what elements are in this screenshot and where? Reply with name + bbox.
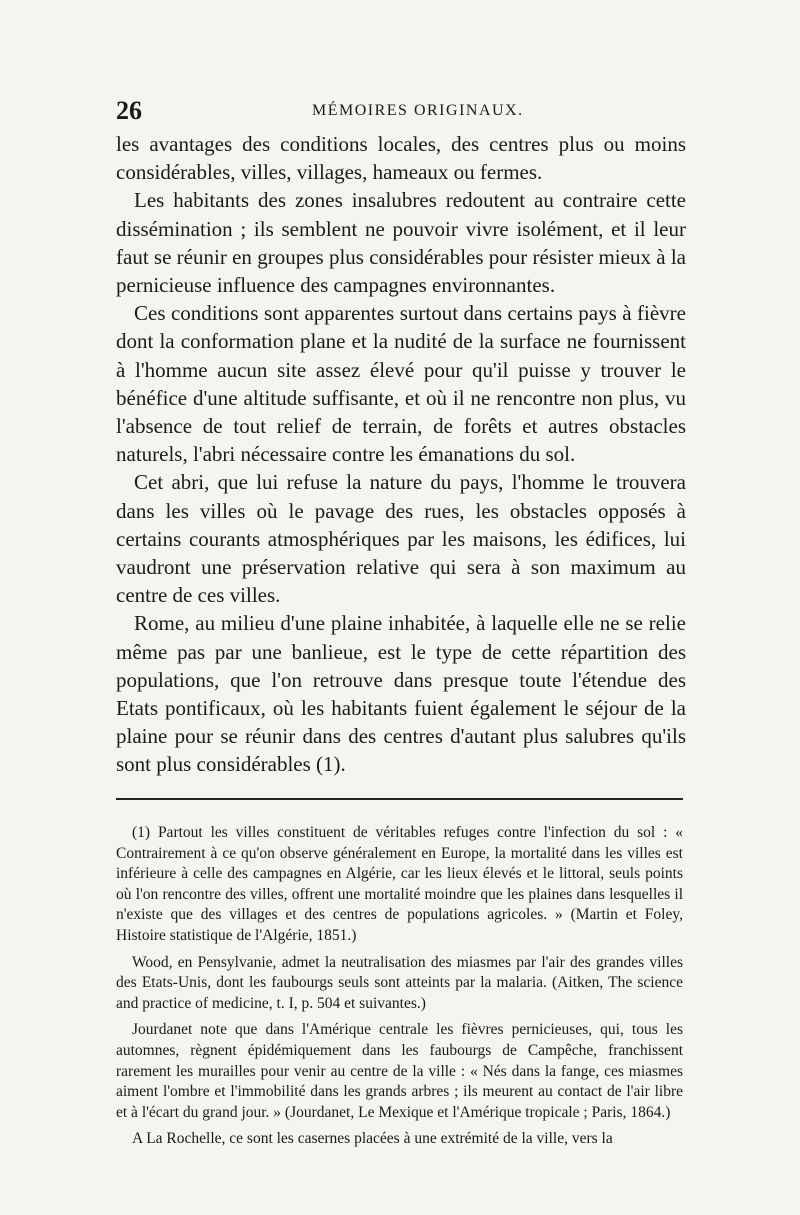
page-number: 26 xyxy=(116,96,142,125)
paragraph: Cet abri, que lui refuse la nature du pays, l'homme le trouvera dans les villes où le pavage des rues, les obstacles opposés à certains courants atmosphériques par les maisons, les édifices, lui vaudront une préservation relative qui sera à son maximum au centre de ces villes. xyxy=(116,470,686,608)
running-title: MÉMOIRES ORIGINAUX. xyxy=(312,102,524,119)
paragraph: Rome, au milieu d'une plaine inhabitée, à laquelle elle ne se relie même pas par une banlieue, est le type de cette répartition des populations, que l'on retrouve dans presque toute l'étendue des Etats pontificaux, où les habitants fuient également le séjour de la plaine pour se réunir dans des centres d'autant plus salubres qu'ils sont plus considérables (1). xyxy=(116,611,686,777)
footnote-divider xyxy=(116,798,683,800)
paragraph: Les habitants des zones insalubres redoutent au contraire cette dissémination ; ils semblent ne pouvoir vivre isolément, et il leur faut se réunir en groupes plus considérables pour résister mieux à la pernicieuse influence des campagnes environnantes. xyxy=(116,188,686,298)
footnote: (1) Partout les villes constituent de véritables refuges contre l'infection du sol : « Contrairement à ce qu'on observe généralement en Europe, la mortalité dans les villes est inférieure à celle des campagnes en Algérie, car les lieux élevés et le littoral, seuls points où l'on rencontre des villes, offrent une mortalité moindre que les plaines dans lesquelles il n'existe que des villages et des centres de populations agricoles. » (Martin et Foley, Histoire statistique de l'Algérie, 1851.) xyxy=(116,824,683,944)
paragraph: les avantages des conditions locales, des centres plus ou moins considérables, villes, villages, hameaux ou fermes. xyxy=(116,132,686,185)
footnote: Jourdanet note que dans l'Amérique centrale les fièvres pernicieuses, qui, tous les automnes, règnent épidémiquement dans les faubourgs de Campêche, franchissent rarement les murailles pour venir au centre de la ville : « Nés dans la fange, ces miasmes aiment l'ombre et l'immobilité dans les grands arbres ; ils meurent au contact de l'air libre et à l'écart du grand jour. » (Jourdanet, Le Mexique et l'Amérique tropicale ; Paris, 1864.) xyxy=(116,1021,683,1121)
paragraph: Ces conditions sont apparentes surtout dans certains pays à fièvre dont la conformation plane et la nudité de la surface ne fournissent à l'homme aucun site assez élevé pour qu'il puisse y trouver le bénéfice d'une altitude suffisante, et où il ne rencontre non plus, vu l'absence de tout relief de terrain, de forêts et autres obstacles naturels, l'abri nécessaire contre les émanations du sol. xyxy=(116,301,686,467)
footnote: A La Rochelle, ce sont les casernes placées à une extrémité de la ville, vers la xyxy=(132,1130,613,1148)
page-header xyxy=(116,96,690,126)
footnote: Wood, en Pensylvanie, admet la neutralisation des miasmes par l'air des grandes villes des Etats-Unis, dont les faubourgs seuls sont atteints par la malaria. (Aitken, The science and practice of medicine, t. I, p. 504 et suivantes.) xyxy=(116,953,683,1012)
footnotes xyxy=(116,823,683,1150)
main-text xyxy=(116,130,686,779)
